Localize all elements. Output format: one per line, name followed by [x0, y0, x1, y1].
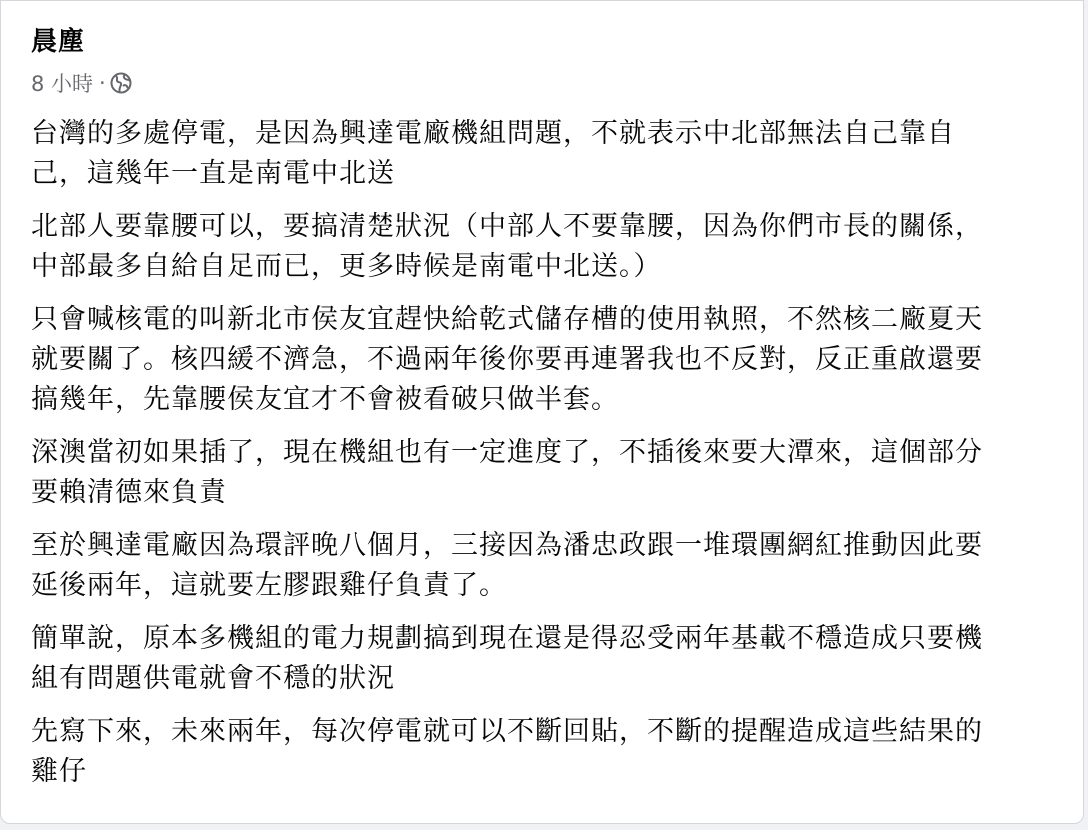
post-author-name[interactable]: 晨塵 [31, 27, 86, 57]
post-paragraph: 簡單說，原本多機組的電力規劃搞到現在還是得忍受兩年基載不穩造成只要機 組有問題供電就會不穩的狀況 [31, 623, 983, 694]
post-paragraph: 只會喊核電的叫新北市侯友宜趕快給乾式儲存槽的使用執照，不然核二廠夏天 就要關了。核四緩不濟急，不過兩年後你要再連署我也不反對，反正重啟還要 搞幾年，先靠腰侯友宜才不會被看破只做半套。 [31, 304, 983, 415]
globe-icon[interactable] [110, 72, 132, 94]
post-body [31, 114, 1061, 805]
post-paragraph: 先寫下來，未來兩年，每次停電就可以不斷回貼，不斷的提醒造成這些結果的 雞仔 [31, 716, 983, 787]
post-meta [31, 67, 132, 99]
post-paragraph: 台灣的多處停電，是因為興達電廠機組問題，不就表示中北部無法自己靠自 己，這幾年一直是南電中北送 [31, 118, 955, 189]
post-timestamp[interactable]: 8 小時 [31, 72, 94, 96]
post-paragraph: 北部人要靠腰可以，要搞清楚狀況（中部人不要靠腰，因為你們市長的關係， 中部最多自給自足而已，更多時候是南電中北送。） [31, 211, 983, 282]
post-paragraph: 至於興達電廠因為環評晚八個月，三接因為潘忠政跟一堆環團網紅推動因此要 延後兩年，這就要左膠跟雞仔負責了。 [31, 530, 983, 601]
meta-separator: · [99, 71, 106, 95]
post-paragraph: 深澳當初如果插了，現在機組也有一定進度了，不插後來要大潭來，這個部分 要賴清德來負責 [31, 437, 983, 508]
